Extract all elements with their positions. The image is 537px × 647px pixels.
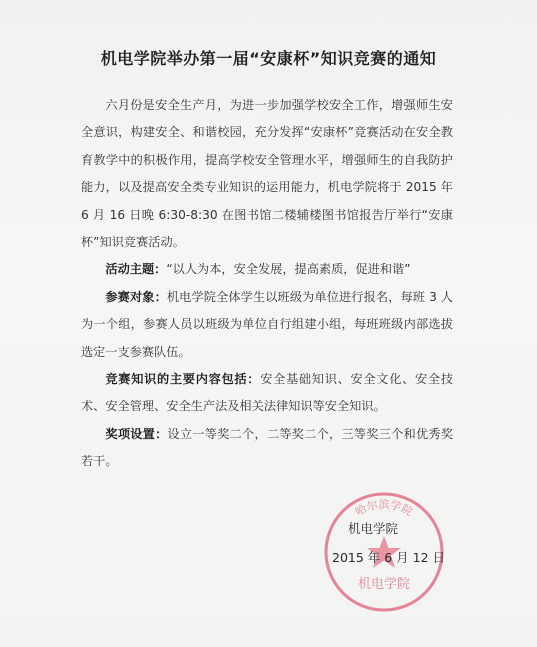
notice-title: 机电学院举办第一届“安康杯”知识竞赛的通知 bbox=[100, 49, 437, 68]
theme-label: 活动主题： bbox=[105, 262, 167, 277]
content-text: 安全基础知识、安全文化、安全技术、安全管理、安全生产法及相关法律知识等安全知识。 bbox=[81, 372, 454, 414]
content-paragraph bbox=[81, 366, 453, 421]
seal-outer-text: 哈尔滨学院 bbox=[353, 498, 415, 519]
awards-text: 设立一等奖二个，二等奖二个，三等奖三个和优秀奖若干。 bbox=[81, 426, 454, 469]
content-label: 竞赛知识的主要内容包括： bbox=[105, 372, 261, 387]
participants-text: 机电学院全体学生以班级为单位进行报名，每班 3 人为一个组，参赛人员以班级为单位自行组建小组，每班班级内部选拔选定一支参赛队伍。 bbox=[81, 289, 453, 359]
signature-date: 2015 年 6 月 12 日 bbox=[332, 550, 446, 565]
intro-paragraph: 六月份是安全生产月，为进一步加强学校安全工作，增强师生安全意识，构建安全、和谐校园，充分发挥“安康杯”竞赛活动在安全教育教学中的积极作用，提高学校安全管理水平，增强师生的自我防护能力，以及提高安全类专业知识的运用能力，机电学院将于 2015 年 6 月 16 日晚 6:30-8:30 在图书馆二楼辅楼图书馆报告厅举行“安康杯”知识竞赛活动。 bbox=[81, 98, 453, 250]
participants-paragraph bbox=[81, 284, 453, 366]
theme-text: “以人为本，安全发展，提高素质，促进和谐” bbox=[166, 262, 411, 277]
theme-paragraph bbox=[81, 256, 453, 283]
awards-paragraph bbox=[81, 421, 453, 476]
awards-label: 奖项设置： bbox=[105, 426, 168, 441]
signature-org: 机电学院 bbox=[348, 521, 399, 536]
participants-label: 参赛对象： bbox=[105, 289, 167, 304]
notice-body bbox=[81, 92, 453, 476]
seal-inner-text: 机电学院 bbox=[357, 577, 411, 592]
